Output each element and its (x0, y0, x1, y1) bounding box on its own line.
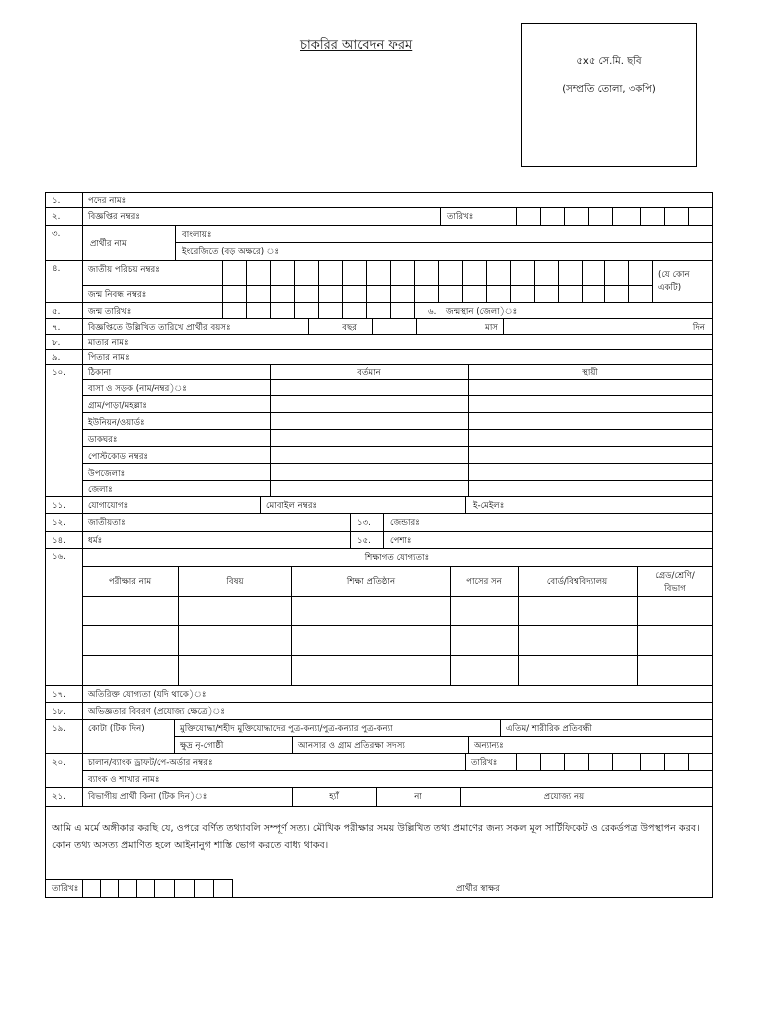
quota-ansar: আনসার ও গ্রাম প্রতিরক্ষা সদস্য (298, 741, 405, 751)
row-number: ২০. (52, 758, 66, 768)
declaration-text: আমি এ মর্মে অঙ্গীকার করছি যে, ওপরে বর্ণিত তথ্যাবলি সম্পূর্ণ সত্য। মৌখিক পরীক্ষার সময় উল্লিখিত তথ্য প্রমাণের জন্য সকল মূল সার্টিফিকেট ও রেকর্ডপত্র উপস্থাপন করব। কোন তথ্য অসত্য প্রমাণিত হলে আইনানুগ শাস্তি ভোগ করতে বাধ্য থাকব। (52, 823, 700, 851)
row-number: ৯. (52, 353, 61, 363)
address-field-label: ইউনিয়ন/ওয়ার্ডঃ (88, 418, 145, 428)
present-address-heading: বর্তমান (357, 368, 381, 378)
age-month-label: মাস (485, 323, 498, 333)
row-number: ১০. (52, 368, 66, 378)
row-number: ৮. (52, 338, 61, 348)
circular-number-label: বিজ্ঞপ্তির নম্বরঃ (88, 212, 140, 222)
quota-label: কোটা (টিক দিন) (88, 724, 145, 734)
birth-date-label: জন্ম তারিখঃ (88, 307, 132, 317)
edu-col-subject: বিষয় (226, 577, 244, 587)
mobile-label: মোবাইল নম্বরঃ (266, 501, 318, 511)
edu-col-division: বিভাগ (664, 584, 686, 594)
row-number: ৬. (428, 307, 437, 317)
row-number: ৩. (52, 229, 61, 239)
row-number: ২১. (52, 792, 66, 802)
applicant-name-label: প্রার্থীর নাম (90, 239, 127, 249)
edu-col-exam: পরীক্ষার নাম (108, 577, 152, 587)
contact-label: যোগাযোগঃ (88, 501, 129, 511)
option-not-applicable: প্রযোজ্য নয় (543, 792, 585, 802)
challan-label: চালান/ব্যাংক ড্রাফট/পে-অর্ডার নম্বরঃ (88, 758, 213, 768)
edu-col-institution: শিক্ষা প্রতিষ্ঠান (346, 577, 396, 587)
address-field-label: ডাকঘরঃ (88, 435, 118, 445)
photo-size-label: ৫x৫ সে.মি. ছবি (576, 56, 642, 67)
name-bangla-label: বাংলায়ঃ (182, 230, 212, 240)
age-label: বিজ্ঞপ্তিতে উল্লিখিত তারিখে প্রার্থীর বয়সঃ (88, 323, 231, 333)
education-heading: শিক্ষাগত যোগ্যতাঃ (364, 553, 430, 563)
row-number: ১৩. (357, 518, 371, 528)
row-number: ১৬. (52, 552, 66, 562)
row-number: ১৪. (52, 536, 66, 546)
experience-label: অভিজ্ঞতার বিবরণ (প্রযোজ্য ক্ষেত্রে)ঃ (88, 707, 225, 717)
departmental-label: বিভাগীয় প্রার্থী কিনা (টিক দিন)ঃ (88, 792, 208, 802)
row-number: ১. (52, 196, 61, 206)
occupation-label: পেশাঃ (390, 536, 412, 546)
mother-name-label: মাতার নামঃ (88, 338, 129, 348)
row-number: ১৭. (52, 690, 66, 700)
row-number: ১৯. (52, 724, 66, 734)
address-field-label: বাসা ও সড়ক (নাম/নম্বর)ঃ (88, 384, 187, 394)
option-no: না (414, 792, 422, 802)
quota-other: অন্যান্যঃ (474, 741, 504, 751)
name-english-label: ইংরেজিতে (বড় অক্ষরে) ঃ (182, 247, 280, 257)
religion-label: ধর্মঃ (88, 536, 103, 546)
quota-orphan-disabled: এতিম/ শারীরিক প্রতিবন্ধী (506, 724, 592, 734)
quota-ethnic: ক্ষুদ্র নৃ-গোষ্ঠী (180, 741, 224, 751)
either-one-note: (যে কোন (658, 270, 690, 280)
footer-date-label: তারিখঃ (52, 884, 79, 894)
age-day-label: দিন (692, 323, 705, 333)
age-year-label: বছর (342, 323, 357, 333)
row-number: ৪. (52, 264, 61, 274)
row-number: ১৮. (52, 707, 66, 717)
row-number: ১২. (52, 518, 66, 528)
form-title: চাকরির আবেদন ফরম (300, 38, 413, 53)
gender-label: জেন্ডারঃ (390, 518, 420, 528)
challan-date-label: তারিখঃ (471, 758, 498, 768)
edu-col-year: পাসের সন (466, 577, 502, 587)
row-number: ১৫. (357, 536, 371, 546)
nationality-label: জাতীয়তাঃ (88, 518, 126, 528)
edu-col-board: বোর্ড/বিশ্ববিদ্যালয় (546, 577, 608, 587)
row-number: ৭. (52, 323, 61, 333)
row-number: ১১. (52, 501, 66, 511)
birthplace-label: জন্মস্থান (জেলা)ঃ (446, 307, 518, 317)
photo-note-label: (সম্প্রতি তোলা, ৩কপি) (562, 84, 656, 95)
row-number: ৫. (52, 307, 61, 317)
signature-label: প্রার্থীর স্বাক্ষর (456, 884, 500, 894)
row-number: ২. (52, 212, 61, 222)
either-one-note: একটি) (658, 283, 682, 293)
circular-date-label: তারিখঃ (447, 212, 474, 222)
address-heading: ঠিকানা (88, 368, 112, 378)
father-name-label: পিতার নামঃ (88, 353, 130, 363)
nid-label: জাতীয় পরিচয় নম্বরঃ (88, 265, 160, 275)
email-label: ই-মেইলঃ (473, 501, 505, 511)
post-name-label: পদের নামঃ (88, 196, 127, 206)
address-field-label: উপজেলাঃ (88, 469, 126, 479)
address-field-label: পোস্টকোড নম্বরঃ (88, 452, 149, 462)
edu-col-grade: গ্রেড/শ্রেণি/ (655, 571, 695, 581)
extra-qualification-label: অতিরিক্ত যোগ্যতা (যদি থাকে)ঃ (88, 690, 207, 700)
bank-branch-label: ব্যাংক ও শাখার নামঃ (88, 775, 160, 785)
permanent-address-heading: স্থায়ী (582, 368, 598, 378)
address-field-label: জেলাঃ (88, 485, 113, 495)
address-field-label: গ্রাম/পাড়া/মহল্লাঃ (88, 401, 147, 411)
quota-freedom-fighter: মুক্তিযোদ্ধা/শহীদ মুক্তিযোদ্ধাদের পুত্র-কন্যা/পুত্র-কন্যার পুত্র-কন্যা (180, 724, 393, 734)
option-yes: হ্যাঁ (329, 792, 339, 802)
birth-registration-label: জন্ম নিবন্ধ নম্বরঃ (88, 290, 147, 300)
